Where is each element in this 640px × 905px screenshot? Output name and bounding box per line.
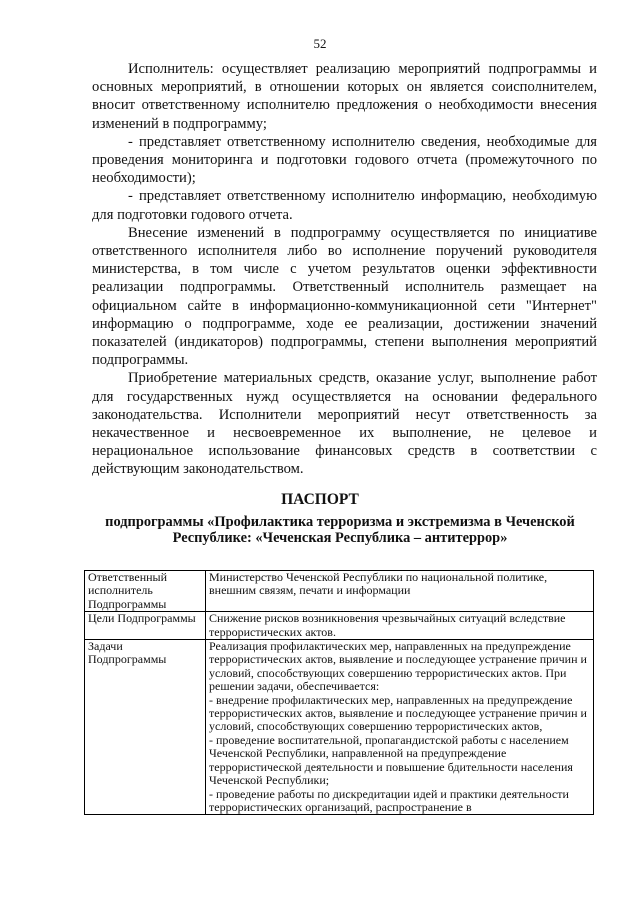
paragraph: - представляет ответственному исполнителю сведения, необходимые для проведения мониторинга и подготовки годового отчета (промежуточного по необходимости);	[92, 133, 597, 187]
row-value	[206, 640, 594, 815]
row-value-line: - внедрение профилактических мер, направленных на предупреждение террористических актов, выявление и последующее устранение причин и условий, способствующих совершению террористических актов,	[209, 692, 587, 734]
paragraph: Исполнитель: осуществляет реализацию мероприятий подпрограммы и основных мероприятий, в отношении которых он является соисполнителем, вносит ответственному исполнителю предложения о необходимости внесения изменений в подпрограмму;	[92, 61, 597, 132]
row-label: Цели Подпрограммы	[85, 612, 206, 640]
passport-subtitle: подпрограммы «Профилактика терроризма и экстремизма в Чеченской Республике: «Чеченская Республика – антитеррор»	[105, 514, 575, 546]
passport-title: ПАСПОРТ	[281, 491, 359, 508]
row-value-line: Снижение рисков возникновения чрезвычайных ситуаций вследствие террористических актов.	[209, 611, 566, 639]
passport-table	[84, 570, 594, 815]
row-label: Задачи Подпрограммы	[85, 640, 206, 815]
body-text	[92, 60, 597, 479]
paragraph: - представляет ответственному исполнителю информацию, необходимую для подготовки годового отчета.	[92, 188, 597, 223]
table-row	[85, 640, 594, 815]
row-value	[206, 571, 594, 612]
row-value-line: Реализация профилактических мер, направленных на предупреждение террористических актов, выявление и последующее устранение причин и условий, способствующих совершению террористических актов. При решении задачи, обеспечивается:	[209, 639, 587, 694]
row-value-line: - проведение работы по дискредитации идей и практики деятельности террористических организаций, распространение в	[209, 786, 569, 814]
paragraph: Внесение изменений в подпрограмму осуществляется по инициативе ответственного исполнителя либо во исполнение поручений руководителя министерства, в том числе с учетом результатов оценки эффективности реализации подпрограммы. Ответственный исполнитель размещает на официальном сайте в информационно-коммуникационной сети "Интернет" информацию о подпрограмме, ходе ее реализации, достижении значений показателей (индикаторов) подпрограммы, степени выполнения мероприятий подпрограммы.	[92, 224, 597, 369]
table-row	[85, 571, 594, 612]
page-number: 52	[313, 36, 327, 51]
row-label: Ответственный исполнитель Подпрограммы	[85, 571, 206, 612]
row-value	[206, 612, 594, 640]
row-value-line: - проведение воспитательной, пропагандистской работы с населением Чеченской Республики, направленной на предупреждение террористической деятельности и повышение бдительности населения Чеченской Республики;	[209, 732, 573, 788]
paragraph: Приобретение материальных средств, оказание услуг, выполнение работ для государственных нужд осуществляется на основании федерального законодательства. Исполнители мероприятий несут ответственность за некачественное и несвоевременное их выполнение, не целевое и нерациональное использование финансовых средств в соответствии с действующим законодательством.	[92, 370, 597, 478]
row-value-line: Министерство Чеченской Республики по национальной политике, внешним связям, печати и информации	[209, 570, 548, 598]
table-row	[85, 612, 594, 640]
